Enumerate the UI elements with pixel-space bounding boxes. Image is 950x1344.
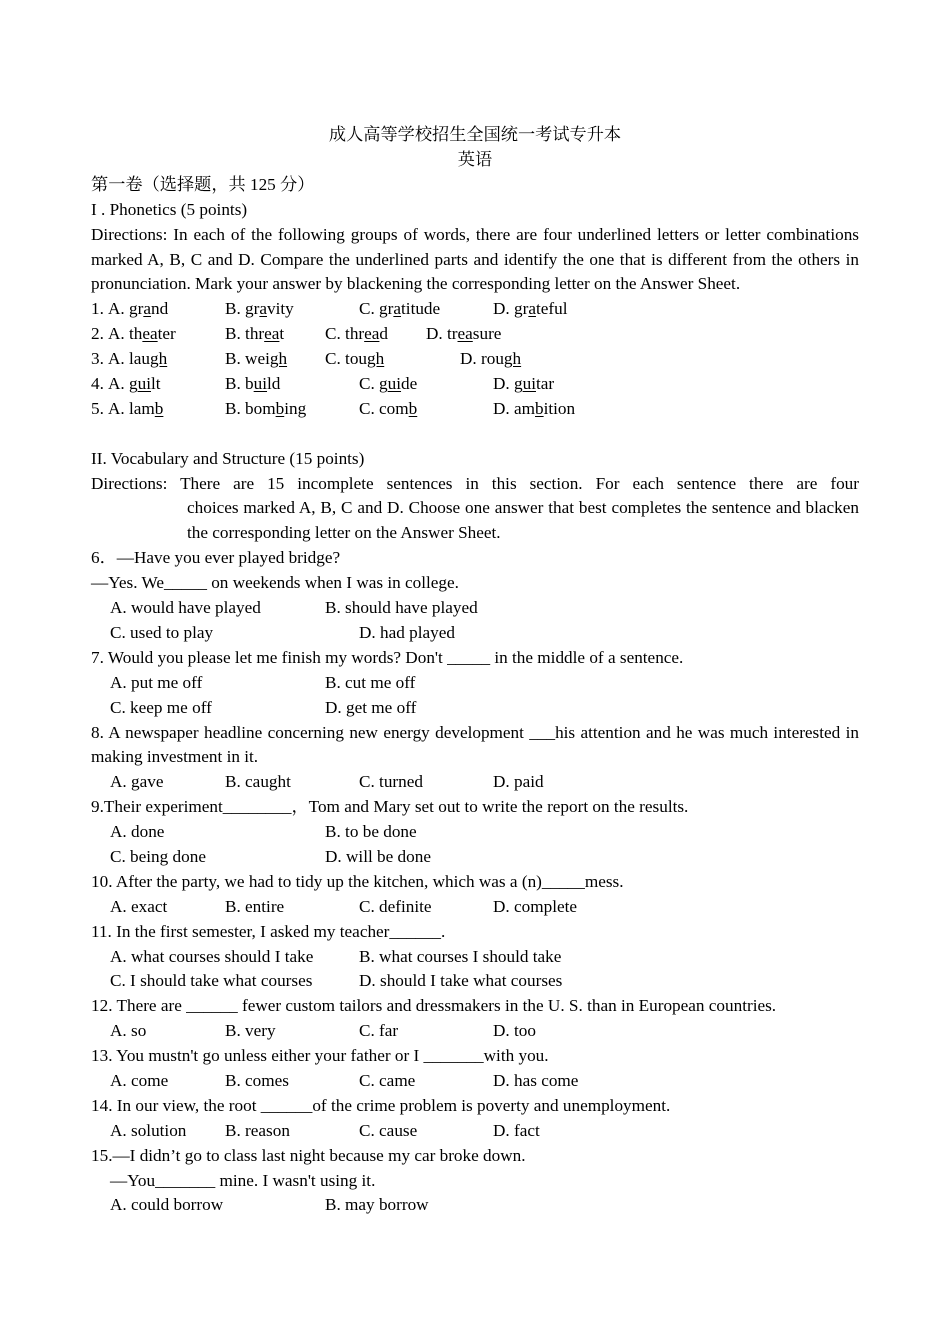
option-d: D. should I take what courses: [359, 971, 563, 991]
section2-title: II. Vocabulary and Structure (15 points): [91, 448, 365, 468]
option-d: D. get me off: [325, 697, 417, 717]
option-b: B. should have played: [325, 598, 478, 618]
option-b: B. bombing: [225, 398, 307, 418]
option-b: B. caught: [225, 772, 291, 792]
q15-stem2: —You_______ mine. I wasn't using it.: [110, 1170, 376, 1190]
phonetics-question-2: [91, 322, 859, 347]
exam-page: [91, 123, 859, 1218]
option-b: B. gravity: [225, 299, 294, 319]
option-b: B. threat: [225, 324, 285, 344]
option-a: A. done: [110, 822, 165, 842]
option-c: C. gratitude: [359, 299, 441, 319]
option-a: A. gave: [110, 772, 164, 792]
q7-options-ab: [91, 671, 859, 696]
section2-directions-rest: choices marked A, B, C and D. Choose one answer that best completes the sentence and blacken the corresponding letter on the Answer Sheet.: [187, 498, 859, 543]
q8-options: [91, 770, 859, 795]
option-b: B. build: [225, 373, 281, 393]
phonetics-question-5: [91, 397, 859, 422]
option-b: B. weigh: [225, 349, 288, 369]
q9-options-cd: [91, 845, 859, 870]
option-a: A. guilt: [108, 373, 161, 393]
q13-stem: 13. You mustn't go unless either your father or I _______with you.: [91, 1046, 549, 1066]
option-d: D. too: [493, 1021, 536, 1041]
q11-options-cd: [91, 969, 859, 994]
part1-heading: 第一卷（选择题，共 125 分）: [91, 174, 315, 194]
option-b: B. reason: [225, 1120, 290, 1140]
option-a: A. could borrow: [110, 1195, 224, 1215]
question-number: 4.: [91, 373, 104, 393]
q15-options-ab: [91, 1193, 859, 1218]
q8-stem: 8. A newspaper headline concerning new energy development ___his attention and he was much interested in making investment in it.: [91, 722, 859, 767]
option-a: A. grand: [108, 299, 169, 319]
option-a: A. laugh: [108, 349, 168, 369]
spacer: [91, 422, 859, 447]
option-c: C. came: [359, 1071, 416, 1090]
q15-stem1: 15.—I didn’t go to class last night because my car broke down.: [91, 1145, 526, 1165]
option-b: B. to be done: [325, 822, 417, 842]
q9-options-ab: [91, 820, 859, 845]
question-number: 2.: [91, 324, 104, 344]
option-d: D. complete: [493, 896, 577, 916]
option-a: A. so: [110, 1021, 147, 1041]
option-c: C. cause: [359, 1120, 418, 1140]
q7-options-cd: [91, 696, 859, 721]
phonetics-question-1: [91, 297, 859, 322]
section1-directions: Directions: In each of the following groups of words, there are four underlined letters or letter combinations marked A, B, C and D. Compare the underlined parts and identify the one that is different from the others in pronunciation. Mark your answer by blackening the corresponding letter on the Answer Sheet.: [91, 224, 859, 294]
option-c: C. comb: [359, 398, 418, 418]
option-c: C. guide: [359, 373, 418, 393]
section1-title: I . Phonetics (5 points): [91, 199, 248, 219]
exam-subject: 英语: [457, 149, 493, 169]
q12-options: [91, 1019, 859, 1044]
option-d: D. will be done: [325, 846, 431, 866]
question-number: 3.: [91, 349, 104, 369]
option-c: C. turned: [359, 772, 423, 792]
option-a: A. would have played: [110, 598, 261, 618]
option-d: D. had played: [359, 622, 455, 642]
q7-stem: 7. Would you please let me finish my words? Don't _____ in the middle of a sentence.: [91, 647, 684, 667]
q6-stem2: —Yes. We_____ on weekends when I was in college.: [91, 573, 459, 593]
option-c: C. far: [359, 1021, 399, 1041]
option-c: C. definite: [359, 896, 432, 916]
option-c: C. tough: [325, 349, 385, 369]
q11-options-ab: [91, 945, 859, 970]
option-c: C. used to play: [110, 622, 214, 642]
q10-stem: 10. After the party, we had to tidy up the kitchen, which was a (n)_____mess.: [91, 871, 624, 891]
option-b: B. what courses I should take: [359, 946, 562, 966]
option-d: D. fact: [493, 1120, 540, 1140]
q6-options-cd: [91, 621, 859, 646]
option-c: C. being done: [110, 846, 206, 866]
option-a: A. theater: [108, 324, 176, 344]
option-a: A. exact: [110, 896, 168, 916]
option-d: D. has come: [493, 1071, 579, 1090]
option-b: B. very: [225, 1021, 276, 1041]
exam-title: 成人高等学校招生全国统一考试专升本: [328, 125, 622, 144]
option-d: D. grateful: [493, 299, 568, 319]
option-a: A. solution: [110, 1120, 187, 1140]
q6-stem1: 6．—Have you ever played bridge?: [91, 548, 341, 568]
q13-options: [91, 1069, 859, 1094]
option-c: C. keep me off: [110, 697, 212, 717]
option-b: B. may borrow: [325, 1195, 429, 1215]
option-b: B. comes: [225, 1071, 289, 1090]
section2-directions-first: Directions: There are 15 incomplete sentences in this section. For each sentence there are four: [91, 473, 859, 493]
option-a: A. come: [110, 1071, 169, 1090]
question-number: 5.: [91, 398, 104, 418]
q11-stem: 11. In the first semester, I asked my teacher______.: [91, 921, 446, 941]
q12-stem: 12. There are ______ fewer custom tailors and dressmakers in the U. S. than in European countries.: [91, 996, 777, 1016]
option-a: A. lamb: [108, 398, 164, 418]
q10-options: [91, 895, 859, 920]
q14-stem: 14. In our view, the root ______of the crime problem is poverty and unemployment.: [91, 1095, 671, 1115]
q9-stem: 9.Their experiment________，Tom and Mary set out to write the report on the results.: [91, 797, 689, 817]
option-a: A. what courses should I take: [110, 946, 314, 966]
option-d: D. paid: [493, 772, 544, 792]
q14-options: [91, 1119, 859, 1144]
option-a: A. put me off: [110, 672, 203, 692]
option-b: B. cut me off: [325, 672, 416, 692]
option-d: D. rough: [460, 349, 522, 369]
question-number: 1.: [91, 299, 104, 319]
phonetics-question-3: [91, 347, 859, 372]
option-d: D. ambition: [493, 398, 576, 418]
option-d: D. treasure: [426, 324, 502, 344]
q6-options-ab: [91, 596, 859, 621]
phonetics-question-4: [91, 372, 859, 397]
option-c: C. I should take what courses: [110, 971, 313, 991]
option-c: C. thread: [325, 324, 389, 344]
option-b: B. entire: [225, 896, 285, 916]
option-d: D. guitar: [493, 373, 555, 393]
